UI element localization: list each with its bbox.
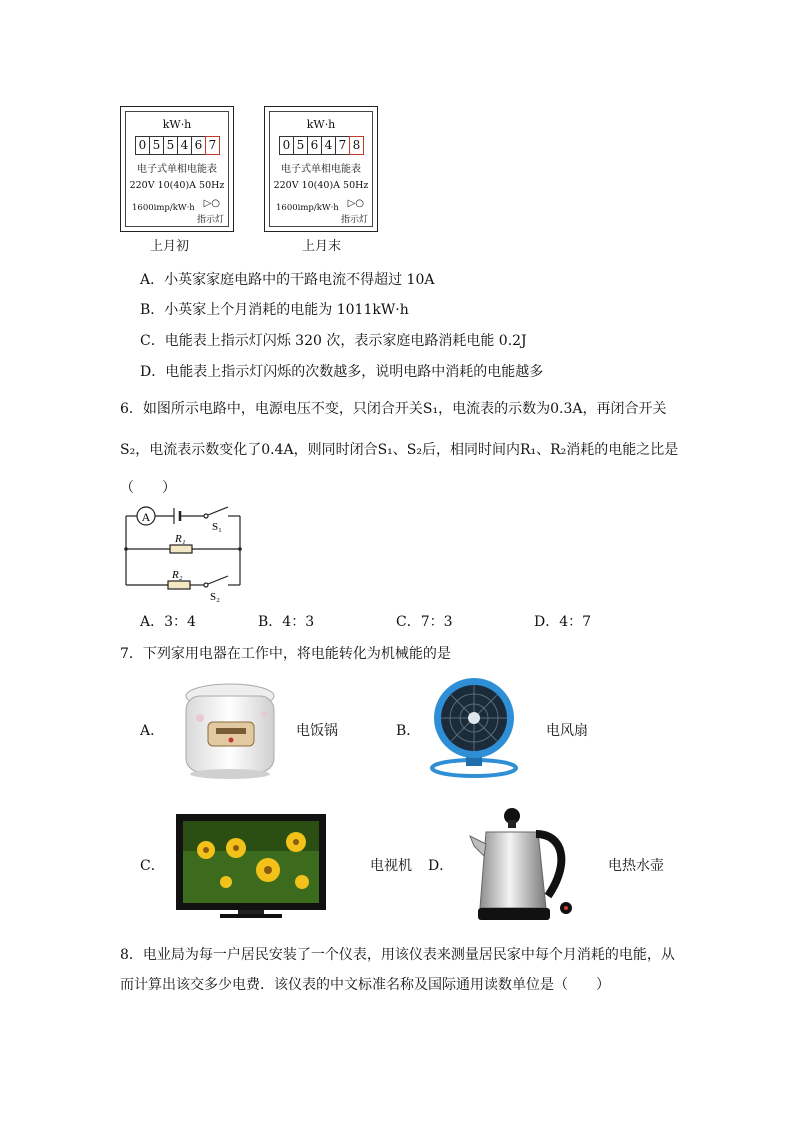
resistor-r2-label: R₂	[172, 569, 183, 581]
q7-stem: 7．下列家用电器在工作中，将电能转化为机械能的是	[120, 646, 451, 662]
meter-digit: 4	[177, 136, 192, 155]
q7-option-b-letter: B．	[396, 723, 421, 739]
switch-s1-label: S₁	[212, 521, 222, 533]
indicator-icon: ▷○	[347, 198, 364, 209]
meter-spec: 220V 10(40)A 50Hz	[273, 180, 369, 191]
meter-digit: 5	[149, 136, 164, 155]
q7-option-d-name: 电热水壶	[608, 858, 664, 874]
electric-kettle-image	[466, 804, 580, 928]
circuit-diagram	[118, 500, 253, 605]
meter-digit: 4	[321, 136, 336, 155]
q7-option-a-name: 电饭锅	[296, 723, 338, 739]
meter-digits	[279, 136, 363, 155]
q5-option-d: D．电能表上指示灯闪烁的次数越多，说明电路中消耗的电能越多	[140, 364, 544, 380]
q7-option-c-letter: C．	[140, 858, 165, 874]
electric-fan-image	[428, 676, 520, 780]
meter-digit: 6	[307, 136, 322, 155]
meter-caption: 上月初	[150, 239, 190, 254]
meter-name: 电子式单相电能表	[137, 164, 217, 175]
q7-option-a-letter: A．	[140, 723, 165, 739]
q8-stem-line1: 8．电业局为每一户居民安装了一个仪表，用该仪表来测量居民家中每个月消耗的电能，从	[120, 947, 675, 963]
energy-meter-start	[120, 106, 234, 232]
rice-cooker-image	[178, 678, 282, 782]
q6-stem-line1: 6．如图所示电路中，电源电压不变，只闭合开关S₁，电流表的示数为0.3A，再闭合开关	[120, 401, 667, 417]
q7-option-b-name: 电风扇	[546, 723, 588, 739]
meter-digit-decimal: 7	[205, 136, 220, 155]
ammeter-label: A	[141, 510, 151, 524]
q6-stem-line2: S₂，电流表示数变化了0.4A，则同时闭合S₁、S₂后，相同时间内R₁、R₂消耗的电能之比是	[120, 442, 679, 458]
q8-stem-line2: 而计算出该交多少电费．该仪表的中文标准名称及国际通用读数单位是（ ）	[120, 977, 610, 993]
meter-digit: 6	[191, 136, 206, 155]
q6-option-a: A．3：4	[140, 614, 196, 630]
resistor-r1-label: R₁	[175, 533, 186, 545]
meter-digit: 7	[335, 136, 350, 155]
q5-option-a: A．小英家家庭电路中的干路电流不得超过 10A	[140, 272, 435, 288]
switch-s2-label: S₂	[210, 591, 220, 603]
meter-imp: 1600imp/kW·h	[276, 203, 339, 213]
meter-digits	[135, 136, 219, 155]
meter-unit: kW·h	[306, 118, 336, 131]
meter-spec: 220V 10(40)A 50Hz	[129, 180, 225, 191]
indicator-label: 指示灯	[196, 215, 224, 225]
indicator-label: 指示灯	[340, 215, 368, 225]
meter-unit: kW·h	[162, 118, 192, 131]
q6-option-d: D．4：7	[534, 614, 592, 630]
energy-meter-end	[264, 106, 378, 232]
television-image	[176, 812, 326, 920]
q5-option-c: C．电能表上指示灯闪烁 320 次，表示家庭电路消耗电能 0.2J	[140, 333, 527, 349]
meter-caption: 上月末	[302, 239, 342, 254]
q6-paren: （ ）	[120, 480, 176, 496]
meter-imp: 1600imp/kW·h	[132, 203, 195, 213]
meter-digit: 0	[135, 136, 150, 155]
meter-name: 电子式单相电能表	[281, 164, 361, 175]
meter-digit: 0	[279, 136, 294, 155]
meter-digit-decimal: 8	[349, 136, 364, 155]
indicator-icon: ▷○	[203, 198, 220, 209]
q7-option-d-letter: D．	[428, 858, 454, 874]
meter-digit: 5	[293, 136, 308, 155]
q6-option-c: C．7：3	[396, 614, 453, 630]
q5-option-b: B．小英家上个月消耗的电能为 1011kW·h	[140, 302, 409, 318]
q6-option-b: B．4：3	[258, 614, 315, 630]
q7-option-c-name: 电视机	[370, 858, 412, 874]
meter-digit: 5	[163, 136, 178, 155]
